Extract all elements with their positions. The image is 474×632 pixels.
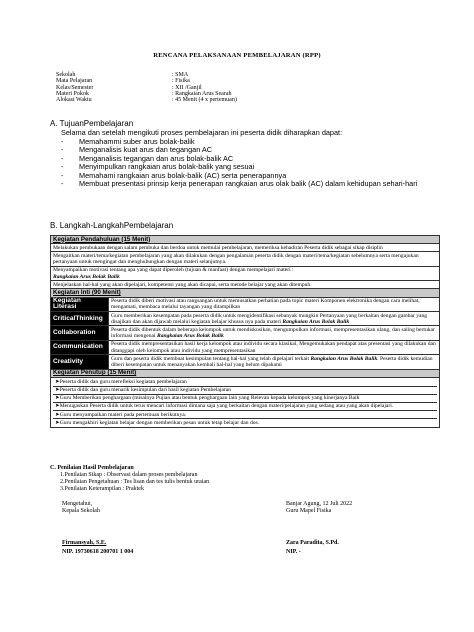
objective-text: Menyimpulkan rangkaian arus bolak-balik yang sesuai	[79, 162, 255, 171]
list-item: 1.Penilaian Sikap : Observasi dalam proses pembelajaran	[60, 472, 198, 478]
row-label: Communication	[51, 340, 109, 354]
table-row	[51, 355, 440, 369]
cell-text: Guru memberikan kesempatan pada peserta didik untuk mengidentifikasi sebanyak mungkin Pertanyaan yang berkaitan dengan gambar yang disajikan dan akan dijawab melalui kegiatan belajar khusus nya pada materi	[111, 312, 428, 325]
identity-value: : Fisika	[172, 78, 190, 85]
section-c	[50, 465, 209, 493]
objective-text: Membuat presentasi prinsip kerja penerapan rangkaian arus olak balik (AC) dalam kehidupan sehari-hari	[79, 179, 418, 188]
list-item: ➤Peserta didik dan guru merefleksi kegiatan pembelajaran	[53, 378, 437, 386]
identity-value: : XII /Ganjil	[172, 84, 202, 91]
assessment-list	[50, 472, 209, 493]
table-row	[51, 252, 440, 266]
closing-text: Guru menyampaikan materi pada pertemuan berikutnya.	[59, 411, 187, 418]
sig-role: Guru Mapel Fisika	[286, 508, 332, 514]
closing-text: Peserta didik dan guru merefleksi kegiatan pembelajaran	[59, 378, 187, 385]
identity-key: Alokasi Waktu	[56, 97, 92, 104]
table-row	[51, 377, 440, 427]
section-c-heading: C. Penilaian Hasil Pembelajaran	[50, 465, 134, 471]
row-label: Kegiatan Literasi	[51, 297, 109, 311]
sig-line: Mengetahui,	[62, 501, 93, 507]
table-row	[51, 297, 440, 311]
table-row	[51, 326, 440, 340]
cell-emphasis: Rangkaian Arus Bolak Balik	[157, 333, 224, 340]
objective-text: Menganalisis tegangan dan arus bolak-balik AC	[79, 153, 234, 163]
objective-text: Memahami rangkaian arus bolak-balik (AC) serta penerapannya	[79, 170, 287, 180]
dash-marker: -	[61, 179, 64, 188]
table-cell: Mengaitkan materi/tema/kegiatan pembelajaran yang akan dilakukan dengan pengalaman peserta didik dengan materi/tema/kegiatan sebelumnya serta mengajukan pertanyaan untuk mengingat dan menghubungkan dengan materi selanjutnya.	[51, 252, 440, 266]
table-row	[51, 266, 440, 280]
cell-emphasis: Rangkaian Arus Bolak Balik	[282, 318, 350, 325]
phase-title: Kegiatan Penutup (15 Menit)	[51, 369, 440, 377]
list-item: 3.Penilaian Keterampilan : Praktek	[60, 486, 144, 492]
learning-steps-table	[50, 235, 440, 428]
table-cell	[109, 355, 440, 369]
table-row	[51, 244, 440, 252]
cell-text-tail: . Peserta didik kemudian diberi kesempatan untuk menanyakan kembali hal-hal yang belum dipahami	[111, 355, 433, 368]
table-cell	[51, 266, 440, 280]
closing-text: Peserta didik dan guru menarik kesimpulan dari hasil kegiatan Pembelajaran	[59, 387, 232, 394]
phase-header-row	[51, 289, 440, 297]
section-a-intro: Selama dan setelah mengikuti proses pembelajaran ini peserta didik diharapkan dapat:	[61, 128, 343, 137]
cell-emphasis: Rangkaian Arus Bolak Balik	[53, 273, 120, 280]
dash-marker: -	[61, 170, 64, 180]
row-label: Collaboration	[51, 326, 109, 340]
objective-text: Memahammi suber arus bolak-balik	[79, 136, 195, 146]
identity-key: Mata Pelajaran	[56, 78, 93, 85]
table-cell	[109, 340, 440, 354]
table-cell	[109, 312, 440, 326]
closing-text: Menugaskan Peserta didik untuk terus mencari informasi dimana saja yang berkaitan dengan materi/pelajaran yang sedang atau yang akan dipelajari.	[59, 403, 394, 410]
phase-header-row	[51, 236, 440, 244]
list-item: ➤Guru Memberikan penghargaan (misalnya Pujian atau bentuk penghargaan lain yang Relevan kepada kelompok yang kinerjanya Baik	[53, 395, 437, 403]
cell-text: Menyampaikan motivasi tentang apa yang dapat diperoleh (tujuan & manfaat) dengan mempelajari materi :	[53, 267, 294, 274]
table-row	[51, 312, 440, 326]
closing-text: Guru Memberikan penghargaan (misalnya Pujian atau bentuk penghargaan lain yang Relevan kepada kelompok yang kinerjanya Baik	[59, 395, 360, 402]
cell-text: Peserta didik dibentuk dalam beberapa kelompok untuk mendiskusikan, mengumpulkan informasi, mempresentasikan ulang, dan saling bertukar informasi mengenai	[111, 326, 435, 340]
signature-right	[286, 539, 339, 557]
signature-left	[62, 539, 133, 557]
cell-text: Peserta didik mempresentasikan hasil kerja kelompok atau individu secara klasikal, Mengemukakan pendapat atas presentasi yang dilakukan dan ditanggapi oleh kelompok atau individu yang mempresentasikan	[111, 341, 436, 354]
identity-value: : SMA	[172, 72, 189, 78]
closing-list	[51, 377, 440, 427]
identity-key: Kelas/Semester	[56, 84, 94, 91]
objective-text: Menganalisis kuat arus dan tegangan AC	[79, 145, 213, 154]
phase-title: Kegiatan Inti (90 Menit)	[51, 289, 440, 297]
signature-left-header	[62, 501, 100, 515]
dash-marker: -	[61, 153, 64, 163]
table-cell	[109, 326, 440, 340]
signer-name: Zara Paradita, S.Pd.	[286, 540, 339, 546]
list-item: ➤Peserta didik dan guru menarik kesimpulan dari hasil kegiatan Pembelajaran	[53, 387, 437, 395]
list-item: ➤Menugaskan Peserta didik untuk terus mencari informasi dimana saja yang berkaitan dengan materi/pelajaran yang sedang atau yang akan dipelajari.	[53, 403, 437, 411]
list-item: ➤Guru menyampaikan materi pada pertemuan berikutnya.	[53, 411, 437, 419]
table-row	[51, 281, 440, 289]
document-title: RENCANA PELAKSANAAN PEMBELAJARAN (RPP)	[153, 52, 321, 59]
section-b-heading: B. Langkah-LangkahPembelajaran	[50, 221, 174, 230]
identity-row	[56, 97, 237, 103]
section-a-body	[61, 129, 437, 189]
identity-value: : Rangkaian Arus Searah	[172, 90, 232, 97]
signature-right-header	[286, 501, 352, 515]
cell-text: Peserta didik diberi motivasi atau rangsangan untuk memusatkan perhatian pada topic materi Komponen elektronika dengan cara melihat, mengamati, membaca melalui tayangan yang ditampilkan	[111, 298, 420, 311]
table-row	[51, 340, 440, 354]
signer-nip: NIP. -	[286, 549, 301, 555]
list-item: 2.Penilaian Pengetahuan : Tes lisan dan tes tulis bentuk uraian	[60, 479, 210, 485]
section-a-heading: A. TujuanPembelajaran	[50, 119, 134, 128]
identity-key: Sekolah	[56, 72, 76, 78]
row-label: CriticalThinking	[51, 312, 109, 326]
identity-value: : 45 Menit (4 x pertemuan)	[172, 97, 237, 104]
cell-text: Guru dan peserta didik membuat kesimpulan tentang hal-hal yang telah dipelajari terkait	[111, 355, 310, 362]
dash-marker: -	[61, 162, 64, 171]
signer-name: Firmansyah, S.E.	[62, 540, 107, 546]
sig-line: Banjar Agung, 12 Juli 2022	[286, 501, 353, 507]
identity-key: Materi Pokok	[56, 90, 89, 97]
table-cell	[109, 297, 440, 311]
list-item: ➤Guru mengakhiri kegiatan belajar dengan memberikan pesan untuk tetap belajar dan dos.	[55, 419, 260, 426]
row-label: Creativity	[51, 355, 109, 369]
identity-block	[56, 72, 237, 103]
phase-title: Kegiatan Pendahuluan (15 Menit)	[51, 236, 440, 244]
sig-role: Kepala Sekolah	[62, 508, 100, 514]
phase-header-row	[51, 369, 440, 377]
closing-text: Guru mengakhiri kegiatan belajar dengan memberikan pesan untuk tetap belajar dan dos.	[59, 419, 260, 426]
dash-marker: -	[61, 136, 64, 146]
list-item	[61, 180, 437, 189]
objective-list	[61, 138, 437, 189]
table-cell: Melakukan pembukaan dengan salam pembuka dan berdoa untuk memulai pembelajaran, memeriksa kehadiran Peserta didik sebagai sikap disiplin	[51, 244, 440, 252]
cell-emphasis: Rangkaian Arus Bolak Balik	[310, 355, 378, 362]
signer-nip: NIP. 19730618 200701 1 004	[62, 549, 134, 555]
table-cell: Menjelaskan hal-hal yang akan dipelajari, kompetensi yang akan dicapai, serta metode belajar yang akan ditempuh.	[51, 281, 440, 289]
dash-marker: -	[61, 145, 64, 154]
